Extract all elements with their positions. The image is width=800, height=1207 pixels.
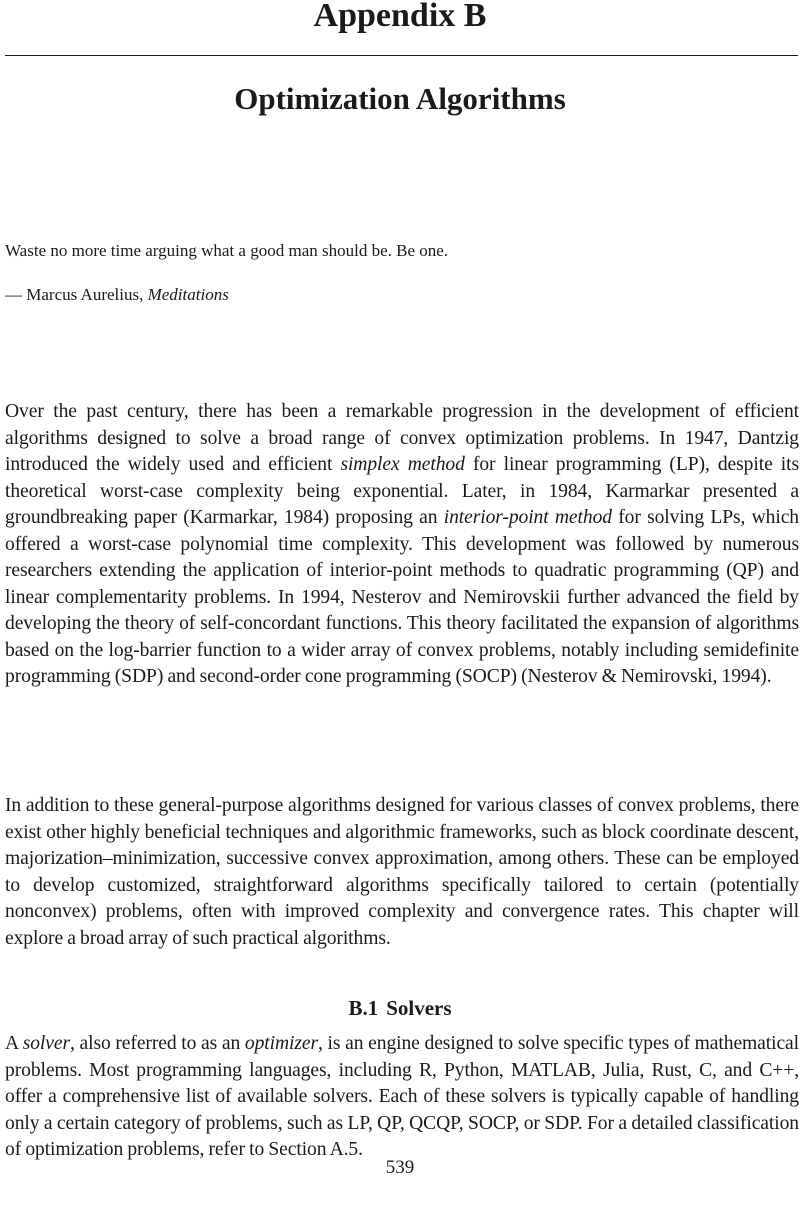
solvers-text-3: , is an engine designed to solve specific types of mathematical problems. Most programming languages, including R, Python, MATLAB, Julia, Rust, C, and C++, offer a comprehensive list of available solvers. Each of these solvers is typically capable of handling only a certain category of problems, such as LP, QP, QCQP, SOCP, or SDP. For a detailed classification of optimization problems, refer to Section A.5.	[5, 1033, 799, 1160]
appendix-label: Appendix B	[313, 0, 487, 34]
term-simplex-method: simplex method	[340, 454, 465, 475]
epigraph-attribution	[5, 283, 795, 307]
epigraph-quote: Waste no more time arguing what a good man should be. Be one.	[5, 241, 449, 260]
intro-text-3: for solving LPs, which offered a worst-case polynomial time complexity. This development was followed by numerous researchers extending the application of interior-point methods to quadratic programming (QP) and linear complementarity problems. In 1994, Nesterov and Nemirovskii further advanced the field by developing the theory of self-concordant functions. This theory facilitated the expansion of algorithms based on the log-barrier function to a wider array of convex problems, notably including semidefinite programming (SDP) and second-order cone programming (SOCP) (Nesterov & Nemirovski, 1994).	[5, 507, 800, 687]
epigraph-dash: —	[5, 285, 27, 304]
second-paragraph: In addition to these general-purpose algorithms designed for various classes of convex problems, there exist other highly beneficial techniques and algorithmic frameworks, such as block coordinate descent, majorization–minimization, successive convex approximation, among others. These can be employed to develop customized, straightforward algorithms specifically tailored to certain (potentially nonconvex) problems, often with improved complexity and convergence rates. This chapter will explore a broad array of such practical algorithms.	[5, 795, 799, 949]
chapter-title: Optimization Algorithms	[234, 81, 566, 116]
intro-text-1: Over the past century, there has been a remarkable progression in the development of efficient algorithms designed to solve a broad range of convex optimization problems. In 1947, Dantzig introduced the widely used and efficient	[5, 401, 799, 475]
term-optimizer: optimizer	[244, 1033, 319, 1054]
intro-text-2: for linear programming (LP), despite its theoretical worst-case complexity being exponential. Later, in 1984, Karmarkar presented a groundbreaking paper (Karmarkar, 1984) proposing an	[5, 454, 800, 528]
header-rule	[5, 55, 798, 56]
term-interior-point-method: interior-point method	[443, 507, 612, 528]
solvers-text-2: , also referred to as an	[69, 1033, 245, 1054]
term-solver: solver	[22, 1033, 70, 1054]
intro-paragraph	[5, 399, 799, 691]
section-heading	[0, 994, 800, 1022]
solvers-text-1: A	[5, 1033, 23, 1054]
page-number: 539	[385, 1157, 415, 1178]
epigraph-author: Marcus Aurelius,	[26, 285, 148, 304]
section-title: Solvers	[386, 996, 452, 1020]
epigraph-work: Meditations	[147, 285, 229, 304]
section-number: B.1	[348, 996, 379, 1020]
solvers-paragraph	[5, 1031, 799, 1164]
